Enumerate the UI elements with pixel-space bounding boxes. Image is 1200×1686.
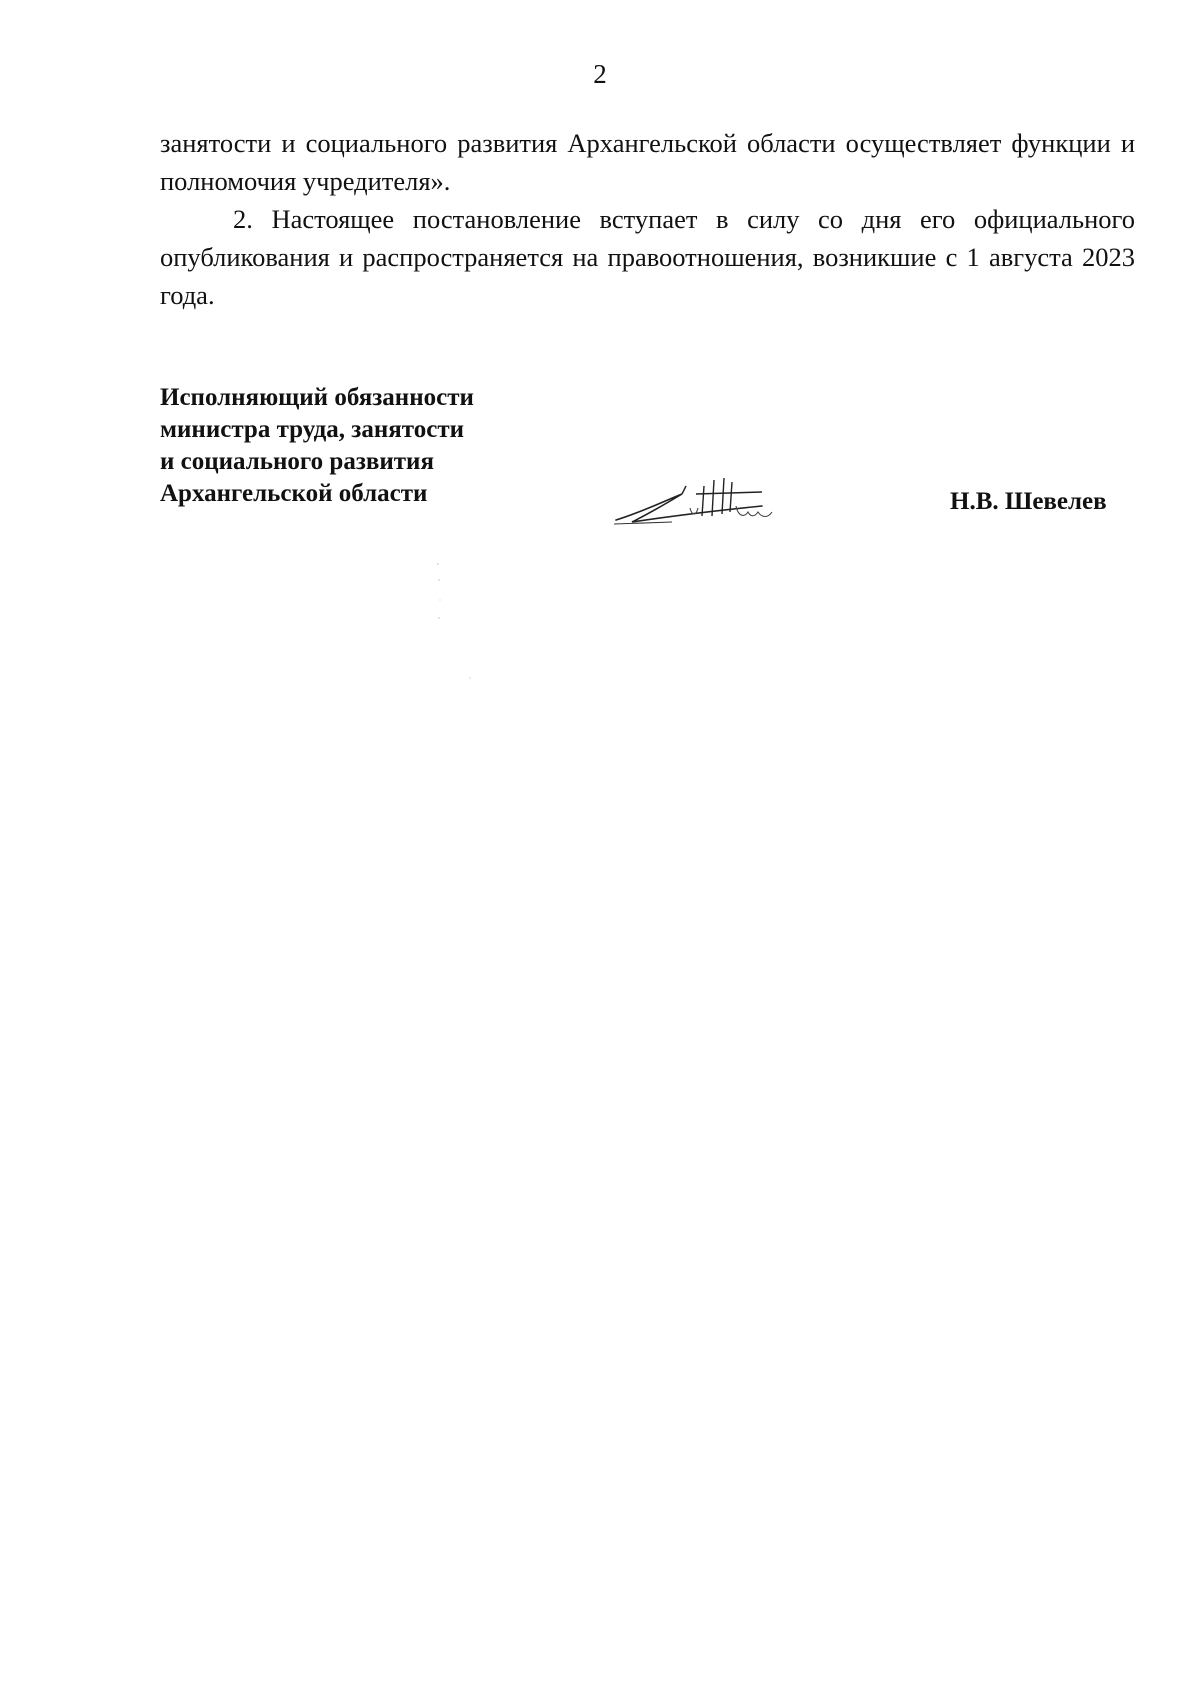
- signatory-title-line: Архангельской области: [160, 480, 428, 507]
- page-number: 2: [593, 59, 607, 89]
- handwritten-signature: [612, 472, 802, 528]
- signatory-title-line: и социального развития: [160, 448, 434, 475]
- signatory-title-line: министра труда, занятости: [160, 416, 465, 443]
- body-paragraph-effective-date: 2. Настоящее постановление вступает в силу со дня его официального опубликования и распространяется на правоотношения, возникшие с 1 августа 2023 года.: [160, 204, 1135, 310]
- signer-name: Н.В. Шевелев: [950, 488, 1107, 515]
- scan-specks: [430, 560, 490, 700]
- body-paragraph-continuation: занятости и социального развития Архангельской области осуществляет функции и полномочия учредителя».: [160, 128, 1135, 196]
- signatory-title-block: [160, 382, 560, 510]
- signatory-title-line: Исполняющий обязанности: [160, 384, 474, 411]
